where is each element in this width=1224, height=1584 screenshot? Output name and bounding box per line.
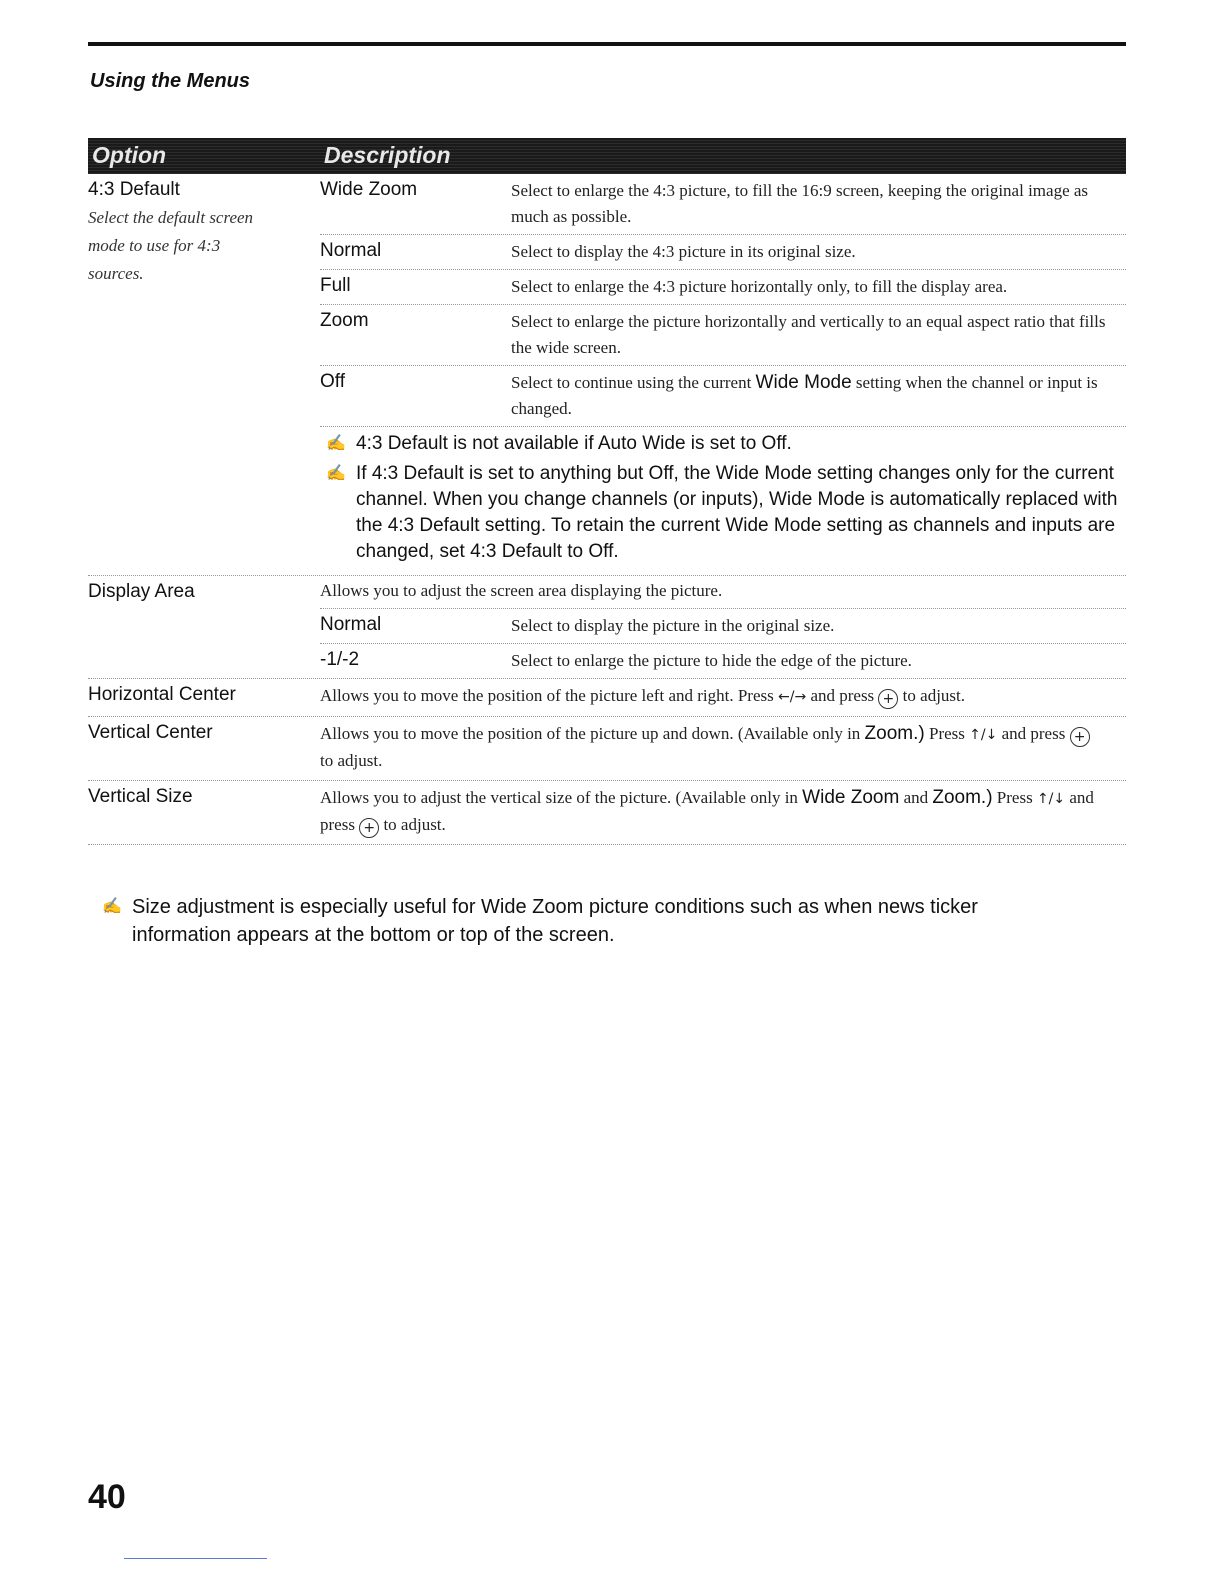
- desc-part: setting when the channel or input is changed.: [511, 373, 1098, 418]
- section-title: Using the Menus: [90, 70, 251, 92]
- desc-part: to adjust.: [383, 815, 446, 834]
- table-row: [88, 174, 1126, 576]
- pencil-note-icon: ✍: [102, 898, 122, 915]
- page-number: 40: [88, 1478, 126, 1516]
- options-table: [88, 138, 1126, 845]
- note-text: 4:3 Default is not available if Auto Wide is set to Off.: [356, 433, 792, 454]
- sub-option-desc: Select to display the picture in the original size.: [511, 616, 835, 635]
- option-name: Vertical Center: [88, 722, 213, 743]
- desc-part: and: [903, 788, 929, 807]
- sub-option-desc: Select to enlarge the picture horizontally and vertically to an equal aspect ratio that fills the wide screen.: [511, 312, 1106, 357]
- option-name: Vertical Size: [88, 786, 193, 807]
- page-note: [102, 893, 1082, 949]
- desc-part: and press: [1001, 724, 1066, 743]
- page-note-text: Size adjustment is especially useful for Wide Zoom picture conditions such as when news ticker information appears at the bottom or top of the screen.: [132, 896, 978, 946]
- sub-option-row: [320, 644, 1126, 678]
- table-row: [88, 717, 1126, 781]
- sub-option-desc: Select to display the 4:3 picture in its original size.: [511, 242, 856, 261]
- desc-part: Allows you to move the position of the picture up and down. (Available only in: [320, 724, 861, 743]
- desc-part: to adjust.: [320, 751, 383, 770]
- sub-option-name: Normal: [320, 614, 382, 635]
- option-name: 4:3 Default: [88, 179, 180, 200]
- sub-option-name: Wide Zoom: [320, 179, 418, 200]
- sub-option-row: [320, 305, 1126, 366]
- sub-option-name: Zoom: [320, 310, 369, 331]
- sub-option-row: [320, 609, 1126, 644]
- sub-option-row: [320, 174, 1126, 235]
- desc-part: Press: [928, 724, 965, 743]
- desc-term: Wide Zoom: [802, 787, 900, 808]
- option-name: Horizontal Center: [88, 684, 236, 705]
- sub-option-desc: Select to enlarge the picture to hide the edge of the picture.: [511, 651, 912, 670]
- option-summary: Select the default screen mode to use for 4:3 sources.: [88, 208, 254, 283]
- option-desc: [320, 781, 1126, 844]
- footer-rule: [124, 1558, 267, 1559]
- desc-part: Select to continue using the current: [511, 373, 752, 392]
- header-description: Description: [324, 142, 451, 168]
- desc-part: and press: [320, 788, 1094, 834]
- option-desc: Allows you to adjust the screen area displaying the picture.: [320, 576, 1126, 609]
- circle-plus-icon: +: [878, 689, 898, 709]
- sub-option-row: [320, 366, 1126, 427]
- table-row: [88, 781, 1126, 845]
- sub-option-name: Full: [320, 275, 351, 296]
- option-desc: [320, 717, 1126, 780]
- up-down-arrow-icon: ↑/↓: [1036, 791, 1066, 807]
- sub-option-desc: [511, 370, 1126, 422]
- option-desc: [320, 679, 1126, 716]
- note-text: If 4:3 Default is set to anything but Off, the Wide Mode setting changes only for the current channel. When you change channels (or inputs), Wide Mode is automatically replaced with the 4:3 Default setting. To retain the current Wide Mode setting as channels and inputs are changed, set 4:3 Default to Off.: [356, 463, 1118, 562]
- header-option: Option: [92, 142, 167, 168]
- table-row: [88, 679, 1126, 717]
- sub-option-row: [320, 235, 1126, 270]
- notes: [320, 427, 1126, 575]
- circle-plus-icon: +: [359, 818, 379, 838]
- sub-option-name: Off: [320, 371, 345, 392]
- table-header: [88, 138, 1126, 174]
- top-rule: [88, 42, 1126, 46]
- desc-term: Zoom.): [932, 787, 993, 808]
- sub-option-row: [320, 270, 1126, 305]
- sub-option-desc: Select to enlarge the 4:3 picture horizontally only, to fill the display area.: [511, 277, 1008, 296]
- note: [326, 431, 1126, 457]
- sub-option-name: Normal: [320, 240, 382, 261]
- pencil-note-icon: ✍: [326, 465, 346, 482]
- table-row: [88, 576, 1126, 679]
- circle-plus-icon: +: [1070, 727, 1090, 747]
- pencil-note-icon: ✍: [326, 435, 346, 452]
- desc-term: Wide Mode: [755, 372, 852, 393]
- desc-part: to adjust.: [902, 686, 966, 705]
- desc-term: Zoom.): [864, 723, 925, 744]
- desc-part: Allows you to adjust the vertical size of the picture. (Available only in: [320, 788, 798, 807]
- sub-option-name: -1/-2: [320, 649, 360, 670]
- left-right-arrow-icon: ←/→: [778, 689, 807, 705]
- desc-part: Press: [996, 788, 1033, 807]
- desc-part: and press: [810, 686, 875, 705]
- note: [326, 461, 1126, 565]
- sub-option-desc: Select to enlarge the 4:3 picture, to fill the 16:9 screen, keeping the original image as much as possible.: [511, 181, 1089, 226]
- option-name: Display Area: [88, 581, 195, 602]
- up-down-arrow-icon: ↑/↓: [969, 727, 998, 743]
- desc-part: Allows you to move the position of the picture left and right. Press: [320, 686, 774, 705]
